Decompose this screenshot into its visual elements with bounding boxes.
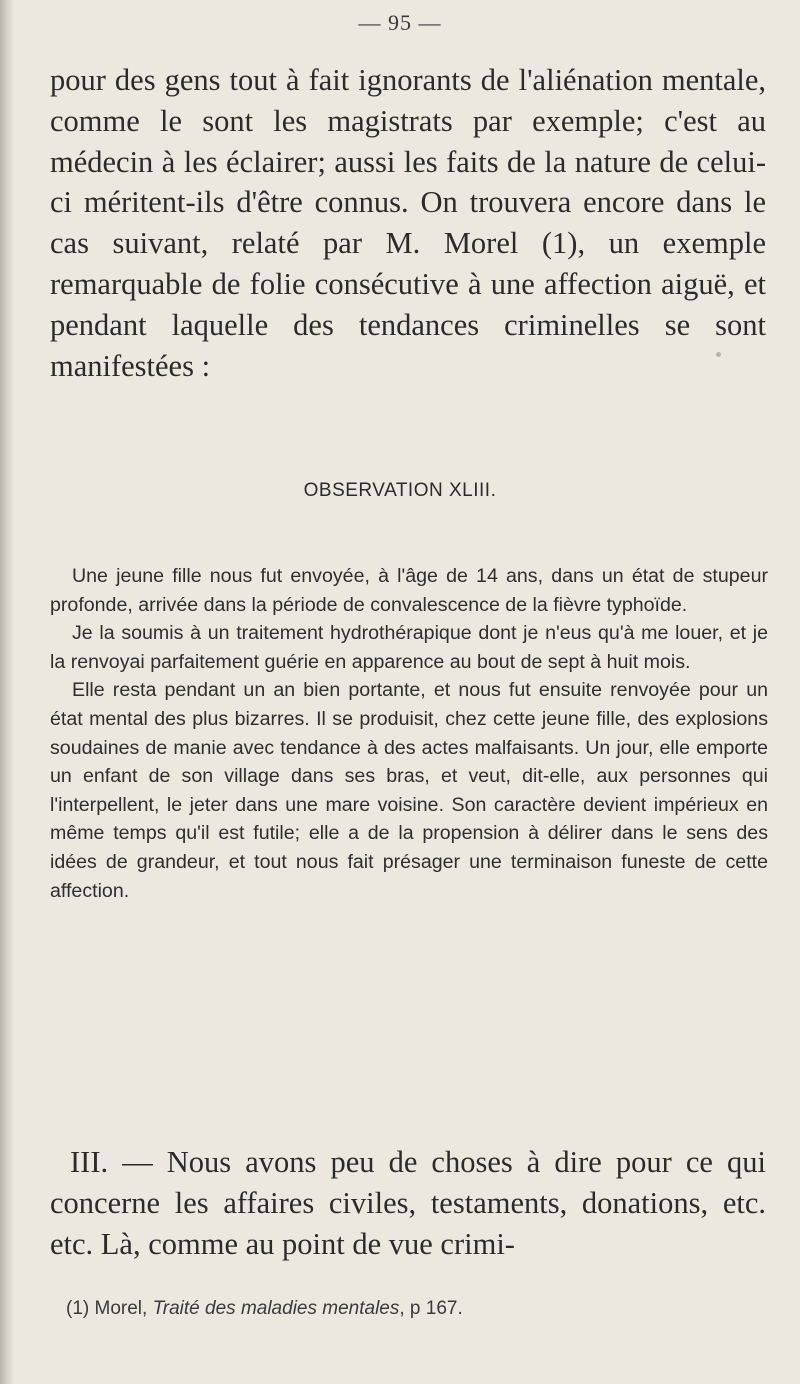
page-binding-edge (0, 0, 14, 1384)
observation-paragraph-2: Je la soumis à un traitement hydrothérapique dont je n'eus qu'à me louer, et je la renvoyai parfaitement guérie en apparence au bout de sept à huit mois. (50, 622, 768, 673)
intro-paragraph: pour des gens tout à fait ignorants de l'aliénation mentale, comme le sont les magistrats par exemple; c'est au médecin à les éclairer; aussi les faits de la nature de celui-ci méritent-ils d'être connus. On trouvera encore dans le cas suivant, relaté par M. Morel (1), un exemple remarquable de folie consécutive à une affection aiguë, et pendant laquelle des tendances criminelles se sont manifestées : (50, 63, 766, 383)
paper-speck (716, 352, 721, 357)
section-dash: — (122, 1145, 153, 1179)
page-number: — 95 — (358, 10, 442, 35)
section-three-paragraph (50, 1142, 766, 1264)
footnote-title: Traité des maladies mentales (152, 1298, 400, 1319)
footnote-marker: (1) (66, 1298, 90, 1319)
footnote (66, 1296, 766, 1322)
observation-text (50, 562, 768, 905)
observation-heading: OBSERVATION XLIII. (303, 480, 497, 501)
observation-paragraph-1: Une jeune fille nous fut envoyée, à l'âge de 14 ans, dans un état de stupeur profonde, arrivée dans la période de convalescence de la fièvre typhoïde. (50, 565, 768, 616)
section-three-text: Nous avons peu de choses à dire pour ce qui concerne les affaires civiles, testaments, donations, etc. etc. Là, comme au point de vue crimi- (50, 1145, 767, 1261)
footnote-author: Morel, (94, 1298, 148, 1319)
footnote-page: , p 167. (399, 1298, 463, 1319)
section-number: III. (70, 1145, 109, 1179)
observation-paragraph-3: Elle resta pendant un an bien portante, et nous fut ensuite renvoyée pour un état mental des plus bizarres. Il se produisit, chez cette jeune fille, des explosions soudaines de manie avec tendance à des actes malfaisants. Un jour, elle emporte un enfant de son village dans ses bras, et veut, dit-elle, aux personnes qui l'interpellent, le jeter dans une mare voisine. Son caractère devient impérieux en même temps qu'il est futile; elle a de la propension à délirer dans le sens des idées de grandeur, et tout nous fait présager une terminaison funeste de cette affection. (50, 679, 768, 902)
